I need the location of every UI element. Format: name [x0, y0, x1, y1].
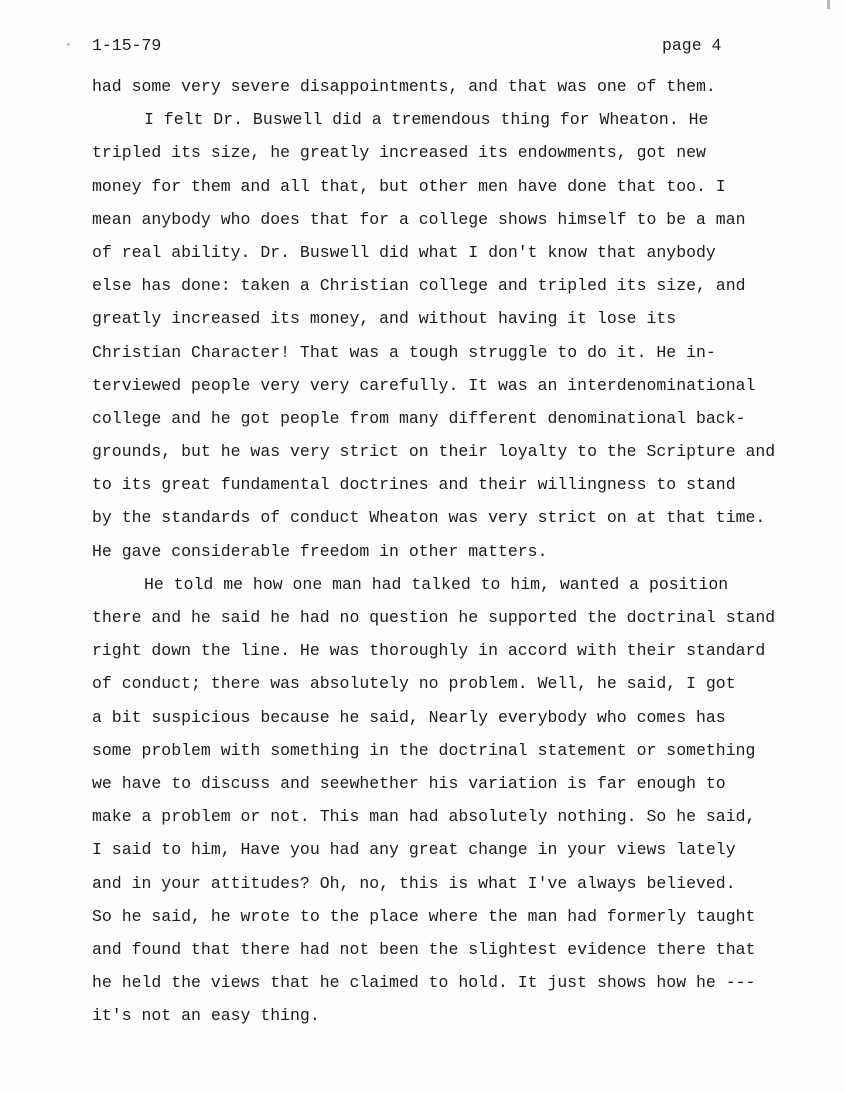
text-line: right down the line. He was thoroughly in accord with their standard — [92, 641, 766, 661]
text-line: So he said, he wrote to the place where the man had formerly taught — [92, 906, 756, 926]
text-line: to its great fundamental doctrines and their willingness to stand — [92, 475, 736, 495]
text-line: money for them and all that, but other men have done that too. I — [92, 176, 726, 196]
text-line: and in your attitudes? Oh, no, this is what I've always believed. — [92, 873, 736, 893]
text-line: he held the views that he claimed to hold. It just shows how he --- — [92, 973, 756, 993]
text-line: by the standards of conduct Wheaton was very strict on at that time. — [92, 508, 766, 528]
text-line: a bit suspicious because he said, Nearly everybody who comes has — [92, 707, 726, 727]
text-line: I said to him, Have you had any great change in your views lately — [92, 840, 736, 860]
text-line: had some very severe disappointments, and that was one of them. — [92, 77, 716, 96]
text-line: we have to discuss and seewhether his variation is far enough to — [92, 773, 726, 793]
text-line: college and he got people from many different denominational back- — [92, 408, 746, 428]
text-line: and found that there had not been the slightest evidence there that — [92, 939, 756, 959]
text-line: terviewed people very very carefully. It was an interdenominational — [92, 375, 756, 395]
text-line: of conduct; there was absolutely no problem. Well, he said, I got — [92, 674, 736, 694]
scan-mark — [67, 43, 70, 46]
text-line: it's not an easy thing. — [92, 1006, 320, 1026]
text-line: mean anybody who does that for a college shows himself to be a man — [92, 209, 746, 229]
scan-mark — [827, 0, 830, 9]
text-line: some problem with something in the doctrinal statement or something — [92, 740, 756, 760]
text-line: else has done: taken a Christian college and tripled its size, and — [92, 276, 746, 296]
text-line: there and he said he had no question he supported the doctrinal stand — [92, 608, 776, 627]
text-line: Christian Character! That was a tough struggle to do it. He in- — [92, 342, 716, 362]
text-line: He told me how one man had talked to him, wanted a position — [144, 574, 729, 594]
text-line: tripled its size, he greatly increased its endowments, got new — [92, 143, 706, 163]
text-line: I felt Dr. Buswell did a tremendous thing for Wheaton. He — [144, 110, 709, 130]
header-page-number: page 4 — [662, 36, 722, 55]
text-line: greatly increased its money, and without having it lose its — [92, 309, 677, 329]
text-line: He gave considerable freedom in other matters. — [92, 541, 548, 561]
transcript-body — [92, 77, 812, 1039]
header-date: 1-15-79 — [92, 36, 162, 55]
text-line: make a problem or not. This man had absolutely nothing. So he said, — [92, 807, 756, 827]
text-line: of real ability. Dr. Buswell did what I don't know that anybody — [92, 242, 716, 262]
text-line: grounds, but he was very strict on their loyalty to the Scripture and — [92, 442, 776, 462]
